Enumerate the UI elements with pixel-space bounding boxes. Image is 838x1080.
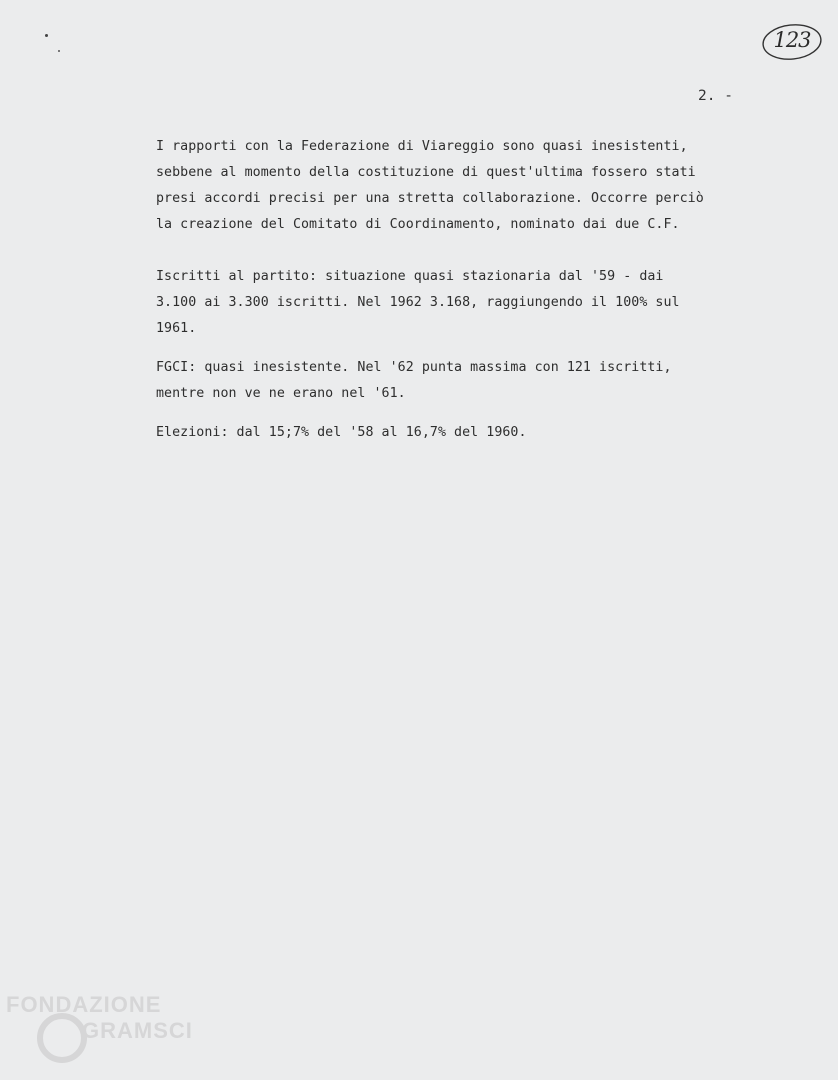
body-text (156, 134, 816, 446)
text-line: FGCI: quasi inesistente. Nel '62 punta massima con 121 iscritti, (156, 360, 672, 375)
paragraph-relations (156, 134, 816, 238)
fondazione-gramsci-watermark (4, 990, 204, 1070)
paragraph-elections (156, 420, 816, 446)
ink-speck (45, 34, 48, 37)
text-line: presi accordi precisi per una stretta collaborazione. Occorre perciò (156, 191, 704, 206)
text-line: sebbene al momento della costituzione di quest'ultima fossero stati (156, 165, 696, 180)
paragraph-membership (156, 264, 816, 342)
ink-speck (58, 50, 60, 52)
text-line: Iscritti al partito: situazione quasi stazionaria dal '59 - dai (156, 269, 664, 284)
folio-number: 123 (773, 28, 811, 52)
text-line: mentre non ve ne erano nel '61. (156, 386, 406, 401)
watermark-line1: FONDAZIONE (6, 992, 162, 1017)
text-line: 3.100 ai 3.300 iscritti. Nel 1962 3.168, raggiungendo il 100% sul (156, 295, 680, 310)
text-line: 1961. (156, 321, 197, 336)
page-number: 2. - (698, 88, 733, 104)
watermark-logo-icon (4, 990, 204, 1070)
text-line: I rapporti con la Federazione di Viareggio sono quasi inesistenti, (156, 139, 688, 154)
watermark-line2: GRAMSCI (82, 1018, 193, 1043)
text-line: Elezioni: dal 15;7% del '58 al 16,7% del 1960. (156, 425, 527, 440)
text-line: la creazione del Comitato di Coordinamento, nominato dai due C.F. (156, 217, 680, 232)
paragraph-fgci (156, 355, 816, 407)
folio-stamp (761, 22, 823, 62)
